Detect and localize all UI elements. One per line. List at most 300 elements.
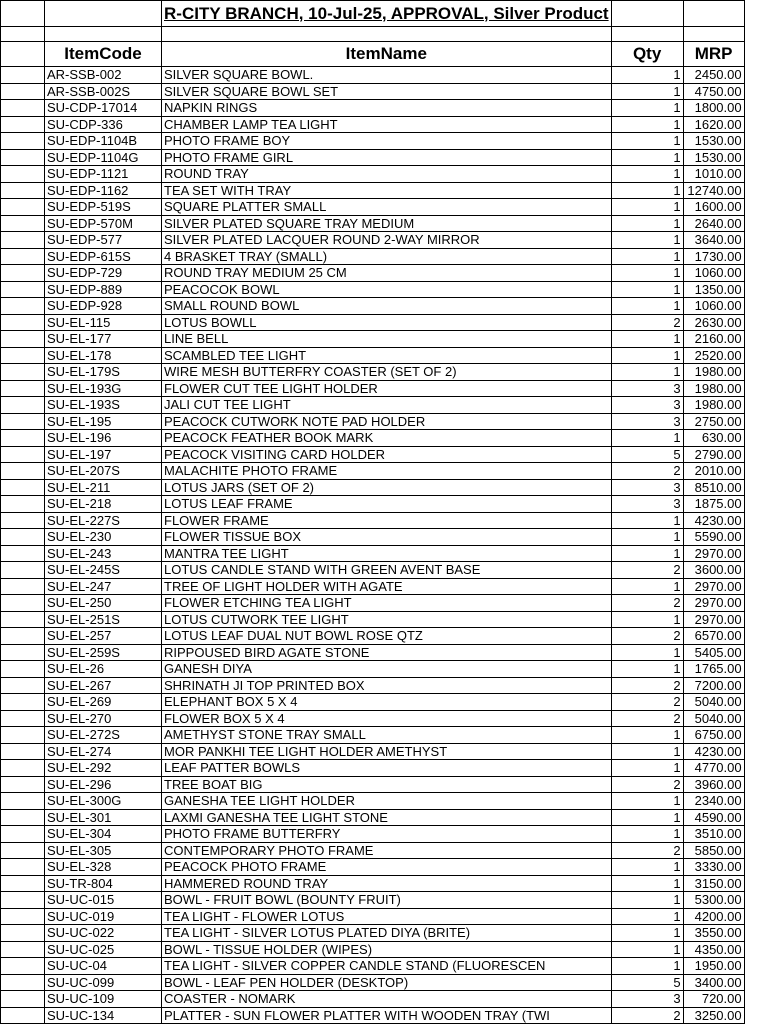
item-code-cell[interactable]: SU-EL-178 [45, 347, 162, 364]
row-spacer-cell[interactable] [1, 248, 45, 265]
item-code-cell[interactable]: SU-EL-300G [45, 793, 162, 810]
qty-cell[interactable]: 1 [611, 892, 683, 909]
qty-cell[interactable]: 2 [611, 694, 683, 711]
item-name-cell[interactable]: JALI CUT TEE LIGHT [162, 397, 612, 414]
item-name-cell[interactable]: TEA LIGHT - SILVER COPPER CANDLE STAND (FLUORESCEN [162, 958, 612, 975]
mrp-cell[interactable]: 7200.00 [683, 677, 744, 694]
row-spacer-cell[interactable] [1, 116, 45, 133]
mrp-cell[interactable]: 2640.00 [683, 215, 744, 232]
row-spacer-cell[interactable] [1, 182, 45, 199]
item-code-cell[interactable]: SU-EL-269 [45, 694, 162, 711]
item-name-cell[interactable]: PEACOCOK BOWL [162, 281, 612, 298]
qty-cell[interactable]: 1 [611, 859, 683, 876]
mrp-cell[interactable]: 720.00 [683, 991, 744, 1008]
row-spacer-cell[interactable] [1, 826, 45, 843]
row-spacer-cell[interactable] [1, 298, 45, 315]
item-code-cell[interactable]: SU-EL-328 [45, 859, 162, 876]
item-name-cell[interactable]: MOR PANKHI TEE LIGHT HOLDER AMETHYST [162, 743, 612, 760]
qty-cell[interactable]: 3 [611, 991, 683, 1008]
mrp-cell[interactable]: 4230.00 [683, 743, 744, 760]
item-name-cell[interactable]: AMETHYST STONE TRAY SMALL [162, 727, 612, 744]
qty-cell[interactable]: 2 [611, 314, 683, 331]
qty-cell[interactable]: 2 [611, 463, 683, 480]
qty-cell[interactable]: 3 [611, 413, 683, 430]
item-code-cell[interactable]: SU-EDP-577 [45, 232, 162, 249]
row-spacer-cell[interactable] [1, 545, 45, 562]
row-spacer-cell[interactable] [1, 562, 45, 579]
item-code-cell[interactable]: SU-EDP-1104G [45, 149, 162, 166]
empty-cell[interactable] [1, 42, 45, 67]
row-spacer-cell[interactable] [1, 892, 45, 909]
mrp-cell[interactable]: 3960.00 [683, 776, 744, 793]
qty-cell[interactable]: 1 [611, 826, 683, 843]
item-name-cell[interactable]: SCAMBLED TEE LIGHT [162, 347, 612, 364]
item-code-cell[interactable]: SU-UC-109 [45, 991, 162, 1008]
mrp-cell[interactable]: 8510.00 [683, 479, 744, 496]
row-spacer-cell[interactable] [1, 100, 45, 117]
item-code-cell[interactable]: SU-EL-272S [45, 727, 162, 744]
mrp-cell[interactable]: 4770.00 [683, 760, 744, 777]
qty-cell[interactable]: 1 [611, 232, 683, 249]
item-name-cell[interactable]: RIPPOUSED BIRD AGATE STONE [162, 644, 612, 661]
row-spacer-cell[interactable] [1, 776, 45, 793]
item-name-cell[interactable]: LOTUS JARS (SET OF 2) [162, 479, 612, 496]
row-spacer-cell[interactable] [1, 875, 45, 892]
mrp-cell[interactable]: 5590.00 [683, 529, 744, 546]
mrp-cell[interactable]: 630.00 [683, 430, 744, 447]
qty-cell[interactable]: 2 [611, 776, 683, 793]
item-code-cell[interactable]: SU-CDP-17014 [45, 100, 162, 117]
mrp-cell[interactable]: 1620.00 [683, 116, 744, 133]
item-name-cell[interactable]: TEA LIGHT - FLOWER LOTUS [162, 908, 612, 925]
mrp-cell[interactable]: 6570.00 [683, 628, 744, 645]
qty-cell[interactable]: 1 [611, 941, 683, 958]
item-code-cell[interactable]: SU-EDP-1162 [45, 182, 162, 199]
item-code-cell[interactable]: SU-EL-115 [45, 314, 162, 331]
item-name-cell[interactable]: LOTUS LEAF FRAME [162, 496, 612, 513]
qty-cell[interactable]: 3 [611, 397, 683, 414]
qty-cell[interactable]: 5 [611, 446, 683, 463]
item-code-cell[interactable]: SU-EL-195 [45, 413, 162, 430]
empty-cell[interactable] [611, 27, 683, 42]
mrp-cell[interactable]: 2750.00 [683, 413, 744, 430]
mrp-cell[interactable]: 3400.00 [683, 974, 744, 991]
item-name-cell[interactable]: FLOWER ETCHING TEA LIGHT [162, 595, 612, 612]
item-name-cell[interactable]: WIRE MESH BUTTERFRY COASTER (SET OF 2) [162, 364, 612, 381]
item-code-cell[interactable]: SU-EL-193G [45, 380, 162, 397]
row-spacer-cell[interactable] [1, 281, 45, 298]
item-name-cell[interactable]: FLOWER FRAME [162, 512, 612, 529]
item-code-cell[interactable]: SU-EL-230 [45, 529, 162, 546]
item-code-cell[interactable]: SU-EDP-1121 [45, 166, 162, 183]
empty-cell[interactable] [611, 1, 683, 27]
mrp-cell[interactable]: 1530.00 [683, 149, 744, 166]
item-name-cell[interactable]: FLOWER BOX 5 X 4 [162, 710, 612, 727]
item-name-cell[interactable]: SQUARE PLATTER SMALL [162, 199, 612, 216]
item-name-cell[interactable]: SMALL ROUND BOWL [162, 298, 612, 315]
row-spacer-cell[interactable] [1, 265, 45, 282]
row-spacer-cell[interactable] [1, 413, 45, 430]
qty-cell[interactable]: 1 [611, 298, 683, 315]
item-code-cell[interactable]: SU-EL-247 [45, 578, 162, 595]
item-code-cell[interactable]: SU-EDP-928 [45, 298, 162, 315]
qty-cell[interactable]: 1 [611, 149, 683, 166]
item-code-cell[interactable]: SU-UC-022 [45, 925, 162, 942]
row-spacer-cell[interactable] [1, 364, 45, 381]
item-code-cell[interactable]: SU-EL-26 [45, 661, 162, 678]
item-code-cell[interactable]: SU-EL-197 [45, 446, 162, 463]
row-spacer-cell[interactable] [1, 974, 45, 991]
row-spacer-cell[interactable] [1, 578, 45, 595]
qty-cell[interactable]: 1 [611, 331, 683, 348]
item-name-cell[interactable]: GANESHA TEE LIGHT HOLDER [162, 793, 612, 810]
row-spacer-cell[interactable] [1, 1007, 45, 1024]
item-code-cell[interactable]: SU-EL-179S [45, 364, 162, 381]
item-name-cell[interactable]: MALACHITE PHOTO FRAME [162, 463, 612, 480]
qty-cell[interactable]: 1 [611, 925, 683, 942]
qty-cell[interactable]: 1 [611, 743, 683, 760]
item-code-cell[interactable]: SU-EDP-889 [45, 281, 162, 298]
mrp-cell[interactable]: 6750.00 [683, 727, 744, 744]
qty-cell[interactable]: 1 [611, 875, 683, 892]
row-spacer-cell[interactable] [1, 793, 45, 810]
row-spacer-cell[interactable] [1, 991, 45, 1008]
mrp-cell[interactable]: 1800.00 [683, 100, 744, 117]
row-spacer-cell[interactable] [1, 133, 45, 150]
mrp-cell[interactable]: 4200.00 [683, 908, 744, 925]
sheet-title[interactable]: R-CITY BRANCH, 10-Jul-25, APPROVAL, Silver Product [162, 1, 612, 27]
row-spacer-cell[interactable] [1, 232, 45, 249]
qty-cell[interactable]: 3 [611, 479, 683, 496]
qty-cell[interactable]: 1 [611, 809, 683, 826]
item-name-cell[interactable]: BOWL - LEAF PEN HOLDER (DESKTOP) [162, 974, 612, 991]
empty-cell[interactable] [1, 1, 45, 27]
mrp-cell[interactable]: 1875.00 [683, 496, 744, 513]
row-spacer-cell[interactable] [1, 397, 45, 414]
empty-cell[interactable] [162, 27, 612, 42]
item-name-cell[interactable]: CHAMBER LAMP TEA LIGHT [162, 116, 612, 133]
qty-cell[interactable]: 2 [611, 842, 683, 859]
item-name-cell[interactable]: FLOWER CUT TEE LIGHT HOLDER [162, 380, 612, 397]
qty-cell[interactable]: 1 [611, 958, 683, 975]
qty-cell[interactable]: 1 [611, 364, 683, 381]
qty-cell[interactable]: 1 [611, 661, 683, 678]
mrp-cell[interactable]: 1530.00 [683, 133, 744, 150]
mrp-cell[interactable]: 2010.00 [683, 463, 744, 480]
qty-cell[interactable]: 3 [611, 496, 683, 513]
item-code-cell[interactable]: SU-EL-259S [45, 644, 162, 661]
qty-cell[interactable]: 1 [611, 182, 683, 199]
item-name-cell[interactable]: BOWL - FRUIT BOWL (BOUNTY FRUIT) [162, 892, 612, 909]
qty-cell[interactable]: 1 [611, 281, 683, 298]
item-code-cell[interactable]: SU-TR-804 [45, 875, 162, 892]
qty-cell[interactable]: 5 [611, 974, 683, 991]
item-code-cell[interactable]: SU-EL-227S [45, 512, 162, 529]
qty-cell[interactable]: 1 [611, 116, 683, 133]
item-name-cell[interactable]: LOTUS CUTWORK TEE LIGHT [162, 611, 612, 628]
qty-cell[interactable]: 2 [611, 628, 683, 645]
mrp-cell[interactable]: 3330.00 [683, 859, 744, 876]
mrp-cell[interactable]: 2450.00 [683, 67, 744, 84]
row-spacer-cell[interactable] [1, 743, 45, 760]
qty-cell[interactable]: 1 [611, 248, 683, 265]
item-code-cell[interactable]: SU-UC-015 [45, 892, 162, 909]
item-name-cell[interactable]: ELEPHANT BOX 5 X 4 [162, 694, 612, 711]
item-code-cell[interactable]: SU-EDP-570M [45, 215, 162, 232]
item-code-cell[interactable]: SU-EL-177 [45, 331, 162, 348]
item-code-cell[interactable]: SU-EL-243 [45, 545, 162, 562]
qty-cell[interactable]: 3 [611, 380, 683, 397]
qty-cell[interactable]: 1 [611, 166, 683, 183]
header-mrp[interactable]: MRP [683, 42, 744, 67]
row-spacer-cell[interactable] [1, 512, 45, 529]
item-name-cell[interactable]: PEACOCK CUTWORK NOTE PAD HOLDER [162, 413, 612, 430]
item-name-cell[interactable]: COASTER - NOMARK [162, 991, 612, 1008]
mrp-cell[interactable]: 1980.00 [683, 397, 744, 414]
item-name-cell[interactable]: PEACOCK VISITING CARD HOLDER [162, 446, 612, 463]
item-name-cell[interactable]: BOWL - TISSUE HOLDER (WIPES) [162, 941, 612, 958]
row-spacer-cell[interactable] [1, 529, 45, 546]
mrp-cell[interactable]: 5040.00 [683, 694, 744, 711]
row-spacer-cell[interactable] [1, 611, 45, 628]
item-name-cell[interactable]: LOTUS BOWLL [162, 314, 612, 331]
item-code-cell[interactable]: SU-EL-250 [45, 595, 162, 612]
item-code-cell[interactable]: SU-EL-193S [45, 397, 162, 414]
item-name-cell[interactable]: TREE OF LIGHT HOLDER WITH AGATE [162, 578, 612, 595]
row-spacer-cell[interactable] [1, 628, 45, 645]
item-name-cell[interactable]: LEAF PATTER BOWLS [162, 760, 612, 777]
row-spacer-cell[interactable] [1, 661, 45, 678]
qty-cell[interactable]: 1 [611, 644, 683, 661]
mrp-cell[interactable]: 1980.00 [683, 364, 744, 381]
mrp-cell[interactable]: 5040.00 [683, 710, 744, 727]
mrp-cell[interactable]: 4590.00 [683, 809, 744, 826]
mrp-cell[interactable]: 1765.00 [683, 661, 744, 678]
row-spacer-cell[interactable] [1, 941, 45, 958]
qty-cell[interactable]: 1 [611, 760, 683, 777]
qty-cell[interactable]: 1 [611, 727, 683, 744]
item-name-cell[interactable]: PHOTO FRAME BUTTERFRY [162, 826, 612, 843]
empty-cell[interactable] [683, 1, 744, 27]
qty-cell[interactable]: 2 [611, 677, 683, 694]
empty-cell[interactable] [683, 27, 744, 42]
item-name-cell[interactable]: MANTRA TEE LIGHT [162, 545, 612, 562]
empty-cell[interactable] [1, 27, 45, 42]
header-itemname[interactable]: ItemName [162, 42, 612, 67]
mrp-cell[interactable]: 2630.00 [683, 314, 744, 331]
mrp-cell[interactable]: 3250.00 [683, 1007, 744, 1024]
item-name-cell[interactable]: SHRINATH JI TOP PRINTED BOX [162, 677, 612, 694]
row-spacer-cell[interactable] [1, 760, 45, 777]
item-code-cell[interactable]: SU-EL-267 [45, 677, 162, 694]
mrp-cell[interactable]: 5850.00 [683, 842, 744, 859]
item-code-cell[interactable]: SU-EL-245S [45, 562, 162, 579]
item-code-cell[interactable]: SU-EL-251S [45, 611, 162, 628]
item-code-cell[interactable]: AR-SSB-002S [45, 83, 162, 100]
qty-cell[interactable]: 1 [611, 611, 683, 628]
item-name-cell[interactable]: PHOTO FRAME GIRL [162, 149, 612, 166]
qty-cell[interactable]: 1 [611, 215, 683, 232]
item-code-cell[interactable]: SU-EL-301 [45, 809, 162, 826]
item-name-cell[interactable]: TEA SET WITH TRAY [162, 182, 612, 199]
item-code-cell[interactable]: SU-CDP-336 [45, 116, 162, 133]
empty-cell[interactable] [45, 27, 162, 42]
row-spacer-cell[interactable] [1, 958, 45, 975]
mrp-cell[interactable]: 1950.00 [683, 958, 744, 975]
item-code-cell[interactable]: SU-EL-305 [45, 842, 162, 859]
qty-cell[interactable]: 2 [611, 562, 683, 579]
row-spacer-cell[interactable] [1, 215, 45, 232]
qty-cell[interactable]: 1 [611, 908, 683, 925]
row-spacer-cell[interactable] [1, 347, 45, 364]
qty-cell[interactable]: 1 [611, 793, 683, 810]
item-name-cell[interactable]: PLATTER - SUN FLOWER PLATTER WITH WOODEN TRAY (TWI [162, 1007, 612, 1024]
item-code-cell[interactable]: SU-UC-025 [45, 941, 162, 958]
item-name-cell[interactable]: 4 BRASKET TRAY (SMALL) [162, 248, 612, 265]
row-spacer-cell[interactable] [1, 331, 45, 348]
item-name-cell[interactable]: LINE BELL [162, 331, 612, 348]
mrp-cell[interactable]: 3150.00 [683, 875, 744, 892]
mrp-cell[interactable]: 3510.00 [683, 826, 744, 843]
mrp-cell[interactable]: 1730.00 [683, 248, 744, 265]
qty-cell[interactable]: 1 [611, 578, 683, 595]
row-spacer-cell[interactable] [1, 727, 45, 744]
item-code-cell[interactable]: SU-EDP-729 [45, 265, 162, 282]
item-name-cell[interactable]: GANESH DIYA [162, 661, 612, 678]
item-code-cell[interactable]: SU-EL-274 [45, 743, 162, 760]
row-spacer-cell[interactable] [1, 677, 45, 694]
row-spacer-cell[interactable] [1, 842, 45, 859]
mrp-cell[interactable]: 12740.00 [683, 182, 744, 199]
item-code-cell[interactable]: SU-UC-019 [45, 908, 162, 925]
mrp-cell[interactable]: 1980.00 [683, 380, 744, 397]
row-spacer-cell[interactable] [1, 463, 45, 480]
mrp-cell[interactable]: 1060.00 [683, 298, 744, 315]
item-name-cell[interactable]: SILVER PLATED LACQUER ROUND 2-WAY MIRROR [162, 232, 612, 249]
item-name-cell[interactable]: PEACOCK PHOTO FRAME [162, 859, 612, 876]
item-code-cell[interactable]: SU-EL-196 [45, 430, 162, 447]
header-itemcode[interactable]: ItemCode [45, 42, 162, 67]
mrp-cell[interactable]: 1350.00 [683, 281, 744, 298]
item-name-cell[interactable]: SILVER SQUARE BOWL. [162, 67, 612, 84]
row-spacer-cell[interactable] [1, 149, 45, 166]
qty-cell[interactable]: 2 [611, 710, 683, 727]
item-code-cell[interactable]: SU-EL-296 [45, 776, 162, 793]
header-qty[interactable]: Qty [611, 42, 683, 67]
item-name-cell[interactable]: LOTUS CANDLE STAND WITH GREEN AVENT BASE [162, 562, 612, 579]
row-spacer-cell[interactable] [1, 67, 45, 84]
item-name-cell[interactable]: CONTEMPORARY PHOTO FRAME [162, 842, 612, 859]
mrp-cell[interactable]: 3550.00 [683, 925, 744, 942]
mrp-cell[interactable]: 4750.00 [683, 83, 744, 100]
qty-cell[interactable]: 2 [611, 1007, 683, 1024]
qty-cell[interactable]: 1 [611, 512, 683, 529]
item-name-cell[interactable]: FLOWER TISSUE BOX [162, 529, 612, 546]
row-spacer-cell[interactable] [1, 809, 45, 826]
row-spacer-cell[interactable] [1, 859, 45, 876]
qty-cell[interactable]: 2 [611, 595, 683, 612]
qty-cell[interactable]: 1 [611, 430, 683, 447]
item-code-cell[interactable]: AR-SSB-002 [45, 67, 162, 84]
qty-cell[interactable]: 1 [611, 133, 683, 150]
mrp-cell[interactable]: 5405.00 [683, 644, 744, 661]
qty-cell[interactable]: 1 [611, 545, 683, 562]
item-code-cell[interactable]: SU-EL-270 [45, 710, 162, 727]
item-code-cell[interactable]: SU-EL-211 [45, 479, 162, 496]
mrp-cell[interactable]: 4350.00 [683, 941, 744, 958]
row-spacer-cell[interactable] [1, 925, 45, 942]
item-code-cell[interactable]: SU-UC-04 [45, 958, 162, 975]
item-name-cell[interactable]: LAXMI GANESHA TEE LIGHT STONE [162, 809, 612, 826]
item-code-cell[interactable]: SU-UC-134 [45, 1007, 162, 1024]
item-name-cell[interactable]: SILVER PLATED SQUARE TRAY MEDIUM [162, 215, 612, 232]
qty-cell[interactable]: 1 [611, 100, 683, 117]
mrp-cell[interactable]: 2520.00 [683, 347, 744, 364]
mrp-cell[interactable]: 1600.00 [683, 199, 744, 216]
row-spacer-cell[interactable] [1, 694, 45, 711]
row-spacer-cell[interactable] [1, 595, 45, 612]
mrp-cell[interactable]: 2790.00 [683, 446, 744, 463]
item-name-cell[interactable]: SILVER SQUARE BOWL SET [162, 83, 612, 100]
row-spacer-cell[interactable] [1, 430, 45, 447]
item-name-cell[interactable]: LOTUS LEAF DUAL NUT BOWL ROSE QTZ [162, 628, 612, 645]
qty-cell[interactable]: 1 [611, 347, 683, 364]
row-spacer-cell[interactable] [1, 166, 45, 183]
row-spacer-cell[interactable] [1, 479, 45, 496]
empty-cell[interactable] [45, 1, 162, 27]
mrp-cell[interactable]: 3640.00 [683, 232, 744, 249]
row-spacer-cell[interactable] [1, 199, 45, 216]
item-name-cell[interactable]: TEA LIGHT - SILVER LOTUS PLATED DIYA (BRITE) [162, 925, 612, 942]
item-name-cell[interactable]: PHOTO FRAME BOY [162, 133, 612, 150]
row-spacer-cell[interactable] [1, 710, 45, 727]
row-spacer-cell[interactable] [1, 446, 45, 463]
qty-cell[interactable]: 1 [611, 83, 683, 100]
qty-cell[interactable]: 1 [611, 529, 683, 546]
item-code-cell[interactable]: SU-EDP-615S [45, 248, 162, 265]
mrp-cell[interactable]: 5300.00 [683, 892, 744, 909]
item-name-cell[interactable]: HAMMERED ROUND TRAY [162, 875, 612, 892]
row-spacer-cell[interactable] [1, 83, 45, 100]
row-spacer-cell[interactable] [1, 496, 45, 513]
item-name-cell[interactable]: ROUND TRAY [162, 166, 612, 183]
row-spacer-cell[interactable] [1, 380, 45, 397]
row-spacer-cell[interactable] [1, 314, 45, 331]
mrp-cell[interactable]: 1010.00 [683, 166, 744, 183]
item-code-cell[interactable]: SU-EL-257 [45, 628, 162, 645]
item-code-cell[interactable]: SU-EDP-519S [45, 199, 162, 216]
item-name-cell[interactable]: ROUND TRAY MEDIUM 25 CM [162, 265, 612, 282]
item-code-cell[interactable]: SU-EL-207S [45, 463, 162, 480]
item-name-cell[interactable]: TREE BOAT BIG [162, 776, 612, 793]
item-code-cell[interactable]: SU-EL-218 [45, 496, 162, 513]
item-name-cell[interactable]: NAPKIN RINGS [162, 100, 612, 117]
item-code-cell[interactable]: SU-EL-292 [45, 760, 162, 777]
qty-cell[interactable]: 1 [611, 199, 683, 216]
item-code-cell[interactable]: SU-EDP-1104B [45, 133, 162, 150]
item-code-cell[interactable]: SU-EL-304 [45, 826, 162, 843]
mrp-cell[interactable]: 2160.00 [683, 331, 744, 348]
row-spacer-cell[interactable] [1, 644, 45, 661]
item-name-cell[interactable]: PEACOCK FEATHER BOOK MARK [162, 430, 612, 447]
row-spacer-cell[interactable] [1, 908, 45, 925]
item-code-cell[interactable]: SU-UC-099 [45, 974, 162, 991]
qty-cell[interactable]: 1 [611, 67, 683, 84]
mrp-cell[interactable]: 2970.00 [683, 545, 744, 562]
mrp-cell[interactable]: 2340.00 [683, 793, 744, 810]
mrp-cell[interactable]: 3600.00 [683, 562, 744, 579]
mrp-cell[interactable]: 4230.00 [683, 512, 744, 529]
